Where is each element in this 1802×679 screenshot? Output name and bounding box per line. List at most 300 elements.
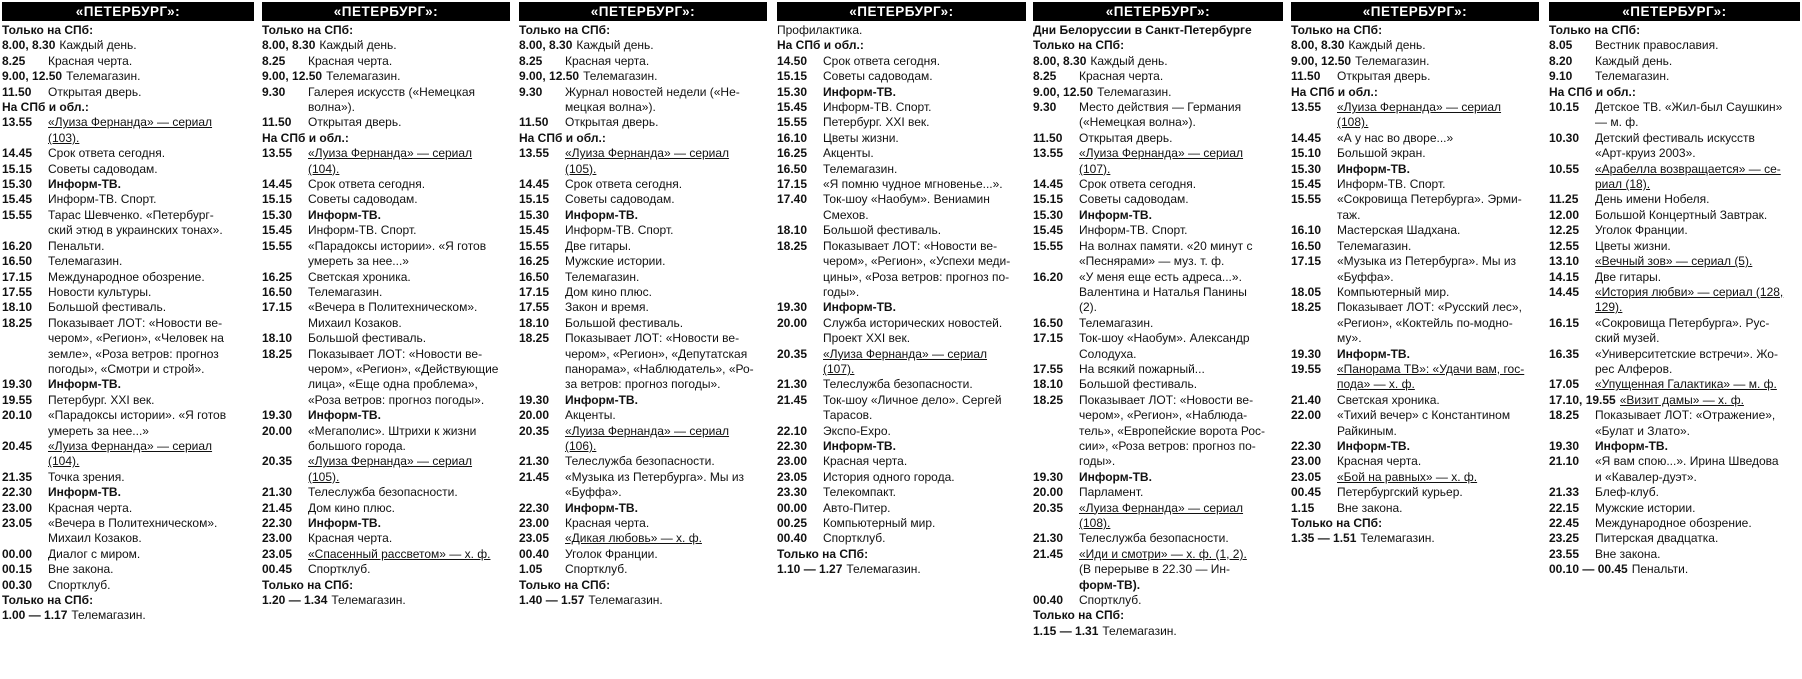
program-title: «Луиза Фернанда» — сериал xyxy=(1079,146,1244,161)
program-time: 14.45 xyxy=(1291,130,1322,145)
program-time: 23.05 xyxy=(2,516,33,530)
program-time xyxy=(2,347,48,362)
program-title: (108). xyxy=(1079,516,1111,530)
program-time xyxy=(262,100,308,115)
program-title: Информ-ТВ. Спорт. xyxy=(823,100,932,115)
program-row xyxy=(1291,408,1539,423)
program-time: 22.30 xyxy=(262,516,293,530)
program-time: 20.00 xyxy=(519,408,550,423)
program-row xyxy=(262,85,510,100)
program-row xyxy=(1291,146,1539,161)
program-row xyxy=(777,331,1026,346)
program-title: Красная черта. xyxy=(823,454,908,469)
program-time: 8.25 xyxy=(1033,69,1057,84)
program-title: Информ-ТВ. xyxy=(565,207,638,222)
program-title: Показывает ЛОТ: «Новости ве- xyxy=(48,315,223,330)
program-time: 21.35 xyxy=(2,469,33,484)
program-time: 8.25 xyxy=(2,53,26,68)
program-row xyxy=(519,285,767,300)
program-title: Международное обозрение. xyxy=(48,269,205,284)
program-row xyxy=(777,177,1026,192)
program-time: 20.10 xyxy=(2,408,33,423)
program-row xyxy=(2,531,254,546)
program-row xyxy=(1291,254,1539,269)
program-row xyxy=(1033,85,1283,100)
section-heading: На СПб и обл.: xyxy=(1549,84,1636,99)
program-time: 18.25 xyxy=(1549,408,1580,423)
program-title: «Арт-круиз 2003». xyxy=(1595,146,1696,161)
program-title: Телемагазин. xyxy=(308,284,383,299)
program-row xyxy=(1549,516,1800,531)
program-row xyxy=(1549,547,1800,562)
program-row xyxy=(1291,208,1539,223)
program-time: 16.50 xyxy=(777,161,808,176)
program-title: Тарас Шевченко. «Петербург- xyxy=(48,207,214,222)
program-row xyxy=(262,54,510,69)
program-title: Точка зрения. xyxy=(48,469,125,484)
program-title: Большой фестиваль. xyxy=(48,300,167,315)
program-row xyxy=(2,316,254,331)
program-title: Каждый день. xyxy=(59,38,137,53)
program-row xyxy=(262,162,510,177)
program-time: 23.25 xyxy=(1549,531,1580,546)
program-title: «Мегаполис». Штрихи к жизни xyxy=(308,423,477,438)
program-title: Телемагазин. xyxy=(331,593,406,608)
program-title: Информ-ТВ. xyxy=(823,438,896,453)
program-time: 23.05 xyxy=(519,531,550,546)
channel-header: «ПЕТЕРБУРГ»: xyxy=(1549,2,1800,21)
program-row xyxy=(1291,316,1539,331)
program-title: (104). xyxy=(308,161,340,176)
program-title: Две гитары. xyxy=(1595,269,1662,284)
program-time: 19.55 xyxy=(1291,361,1322,376)
program-row xyxy=(262,593,510,608)
program-row xyxy=(1549,208,1800,223)
program-time: 00.00 xyxy=(2,546,33,561)
program-title: «Луиза Фернанда» — сериал xyxy=(308,146,473,161)
program-row xyxy=(262,331,510,346)
program-row xyxy=(1033,100,1283,115)
program-time: 13.55 xyxy=(1033,146,1064,161)
program-title: Светская хроника. xyxy=(308,269,411,284)
program-title: Красная черта. xyxy=(565,53,650,68)
program-title: Телемагазин. xyxy=(326,69,401,84)
program-title: Блеф-клуб. xyxy=(1595,485,1660,500)
program-row xyxy=(1033,192,1283,207)
program-title: Информ-ТВ. xyxy=(565,392,638,407)
program-title: «Луиза Фернанда» — сериал xyxy=(1337,100,1502,115)
program-time: 23.30 xyxy=(777,485,808,500)
program-time: 00.25 xyxy=(777,516,808,530)
program-title: чером», «Регион», «Успехи меди- xyxy=(823,254,1011,269)
program-time: 23.00 xyxy=(262,531,293,546)
program-time: 11.50 xyxy=(2,84,32,99)
program-time: 23.00 xyxy=(777,454,808,469)
program-title: На всякий пожарный... xyxy=(1079,361,1205,376)
program-row xyxy=(1033,501,1283,516)
program-row xyxy=(777,347,1026,362)
program-title: Галерея искусств («Немецкая xyxy=(308,84,476,99)
program-row xyxy=(262,516,510,531)
program-time: 8.00, 8.30 xyxy=(2,38,56,53)
program-time: 17.05 xyxy=(1549,377,1580,392)
program-title: 129). xyxy=(1595,300,1623,315)
program-time xyxy=(1033,408,1079,423)
program-title: Срок ответа сегодня. xyxy=(48,146,166,161)
program-title: (В перерыве в 22.30 — Ин- xyxy=(1079,562,1231,577)
program-title: «Вечера в Политехническом». xyxy=(308,300,478,315)
program-row xyxy=(777,162,1026,177)
program-row xyxy=(1291,54,1539,69)
program-row xyxy=(1549,285,1800,300)
program-time: 23.55 xyxy=(1549,546,1580,561)
program-title: Открытая дверь. xyxy=(308,115,402,130)
program-time: 8.00, 8.30 xyxy=(1033,53,1087,68)
program-title: «Я вам спою...». Ирина Шведова xyxy=(1595,454,1779,469)
program-time: 14.15 xyxy=(1549,269,1580,284)
program-time: 16.20 xyxy=(2,238,33,253)
program-row xyxy=(777,470,1026,485)
program-row xyxy=(1033,578,1283,593)
program-title: погоды», «Смотри и строй». xyxy=(48,361,205,376)
program-title: Информ-ТВ. xyxy=(308,516,381,530)
note-line: Профилактика. xyxy=(777,23,863,37)
program-row xyxy=(2,608,254,623)
program-title: «А у нас во дворе...» xyxy=(1337,130,1454,145)
program-title: Информ-ТВ. Спорт. xyxy=(1079,223,1188,238)
program-time: 1.10 — 1.27 xyxy=(777,562,843,577)
program-row xyxy=(2,131,254,146)
program-time: 15.30 xyxy=(2,177,33,192)
program-row xyxy=(519,347,767,362)
program-title: Две гитары. xyxy=(565,238,632,253)
program-time: 9.00, 12.50 xyxy=(519,69,580,84)
program-row xyxy=(1291,192,1539,207)
program-time: 15.15 xyxy=(2,161,33,176)
program-title: Большой фестиваль. xyxy=(823,223,942,238)
program-title: Красная черта. xyxy=(308,531,393,546)
program-row xyxy=(1549,192,1800,207)
program-title: Телемагазин. xyxy=(823,161,898,176)
program-time: 16.50 xyxy=(1291,238,1322,253)
program-title: «Луиза Фернанда» — сериал xyxy=(48,438,213,453)
program-time: 17.55 xyxy=(1033,361,1064,376)
program-time: 13.10 xyxy=(1549,254,1580,269)
program-row xyxy=(1291,393,1539,408)
program-row xyxy=(1033,177,1283,192)
section-heading: Дни Белоруссии в Санкт-Петербурге xyxy=(1033,23,1252,37)
program-row xyxy=(2,38,254,53)
program-row xyxy=(2,578,254,593)
program-row xyxy=(1033,115,1283,130)
program-title: форм-ТВ). xyxy=(1079,577,1141,592)
program-title: Петербург. XXI век. xyxy=(823,115,930,130)
program-title: Показывает ЛОТ: «Новости ве- xyxy=(823,238,998,253)
program-row xyxy=(519,208,767,223)
program-time: 22.30 xyxy=(519,500,550,515)
program-title: Вне закона. xyxy=(1595,546,1661,561)
program-row xyxy=(2,362,254,377)
program-title: Дом кино плюс. xyxy=(308,500,395,515)
program-title: Ток-шоу «Наобум». Александр xyxy=(1079,331,1250,346)
program-time: 15.55 xyxy=(1033,238,1064,253)
program-title: Вестник православия. xyxy=(1595,38,1719,53)
program-row xyxy=(1033,270,1283,285)
program-row xyxy=(519,562,767,577)
program-row xyxy=(1549,531,1800,546)
program-time: 17.15 xyxy=(1033,331,1064,346)
program-title: Советы садоводам. xyxy=(1079,192,1189,207)
program-title: Открытая дверь. xyxy=(1079,130,1173,145)
program-title: Красная черта. xyxy=(308,53,393,68)
program-time: 20.45 xyxy=(2,438,33,453)
schedule-column xyxy=(1549,2,1800,578)
program-title: Информ-ТВ. xyxy=(1079,469,1152,484)
program-row xyxy=(1291,424,1539,439)
program-title: цины», «Роза ветров: прогноз по- xyxy=(823,269,1010,284)
program-time: 18.10 xyxy=(1033,377,1064,392)
program-row xyxy=(262,470,510,485)
program-time: 21.10 xyxy=(1549,454,1580,469)
program-title: Телемагазин. xyxy=(1337,238,1412,253)
program-title: Информ-ТВ. Спорт. xyxy=(565,223,674,238)
program-title: Красная черта. xyxy=(565,516,650,530)
program-row xyxy=(1549,300,1800,315)
program-row xyxy=(519,254,767,269)
program-title: Вне закона. xyxy=(48,562,114,577)
program-title: «Булат и Злато». xyxy=(1595,423,1691,438)
program-row xyxy=(1033,316,1283,331)
program-row xyxy=(519,223,767,238)
program-row xyxy=(777,69,1026,84)
program-row xyxy=(2,485,254,500)
program-row xyxy=(519,593,767,608)
program-row xyxy=(1291,38,1539,53)
program-title: Телеслужба безопасности. xyxy=(1079,531,1229,546)
program-title: Цветы жизни. xyxy=(823,130,899,145)
program-row xyxy=(519,69,767,84)
program-row xyxy=(2,408,254,423)
program-row xyxy=(262,362,510,377)
channel-header: «ПЕТЕРБУРГ»: xyxy=(1033,2,1283,21)
program-row xyxy=(777,146,1026,161)
program-time: 22.30 xyxy=(2,485,33,500)
program-title: Экспо-Expo. xyxy=(823,423,891,438)
program-row xyxy=(777,439,1026,454)
program-row xyxy=(777,562,1026,577)
program-row xyxy=(1291,454,1539,469)
program-title: Большой фестиваль. xyxy=(565,315,684,330)
program-row xyxy=(1549,254,1800,269)
program-row xyxy=(777,285,1026,300)
section-heading: Только на СПб: xyxy=(1033,38,1125,53)
program-title: Ток-шоу «Личное дело». Сергей xyxy=(823,392,1002,407)
program-time: 14.45 xyxy=(1549,284,1580,299)
program-title: Срок ответа сегодня. xyxy=(565,177,683,192)
program-title: (106). xyxy=(565,438,597,453)
program-row xyxy=(262,270,510,285)
program-time: 15.30 xyxy=(777,84,808,99)
program-time: 18.10 xyxy=(262,331,293,346)
program-title: (107). xyxy=(823,361,855,376)
program-row xyxy=(262,424,510,439)
program-title: Срок ответа сегодня. xyxy=(823,53,941,68)
program-time: 20.35 xyxy=(777,346,808,361)
program-row xyxy=(1033,531,1283,546)
program-title: Уголок Франции. xyxy=(565,546,658,561)
program-time: 8.25 xyxy=(262,53,286,68)
program-time: 20.00 xyxy=(777,315,808,330)
program-time xyxy=(1033,562,1079,577)
program-time: 15.15 xyxy=(777,69,808,84)
program-title: Телемагазин. xyxy=(846,562,921,577)
program-row xyxy=(2,223,254,238)
section-heading: Только на СПб: xyxy=(1291,516,1383,530)
program-time: 17.15 xyxy=(2,269,33,284)
program-time: 15.45 xyxy=(262,223,293,238)
program-time xyxy=(1549,331,1595,346)
program-title: Красная черта. xyxy=(48,53,133,68)
program-time xyxy=(1291,424,1337,439)
program-time xyxy=(777,208,823,223)
program-time xyxy=(1549,300,1595,315)
program-title: Тарасов. xyxy=(823,408,873,423)
program-row xyxy=(1549,177,1800,192)
program-title: Компьютерный мир. xyxy=(1337,284,1450,299)
program-time: 15.55 xyxy=(1291,192,1322,207)
program-title: История одного города. xyxy=(823,469,955,484)
program-title: Парламент. xyxy=(1079,485,1144,500)
program-title: Диалог с миром. xyxy=(48,546,141,561)
section-heading: Только на СПб: xyxy=(519,577,611,592)
section-heading: Только на СПб: xyxy=(519,23,611,37)
program-title: Открытая дверь. xyxy=(48,84,142,99)
program-time: 9.10 xyxy=(1549,69,1573,84)
program-time xyxy=(1033,254,1079,269)
program-time: 16.10 xyxy=(1291,223,1322,238)
program-time xyxy=(519,377,565,392)
program-time: 18.25 xyxy=(262,346,293,361)
program-time: 15.55 xyxy=(777,115,808,130)
schedule-column xyxy=(777,2,1026,578)
program-row xyxy=(1033,424,1283,439)
program-time: 16.50 xyxy=(519,269,550,284)
program-row xyxy=(1549,408,1800,423)
program-title: за ветров: прогноз погоды». xyxy=(565,377,721,392)
program-title: День имени Нобеля. xyxy=(1595,192,1710,207)
program-time: 22.00 xyxy=(1291,408,1322,423)
section-heading: Только на СПб: xyxy=(1549,23,1641,37)
program-time xyxy=(1033,516,1079,531)
program-time: 15.55 xyxy=(519,238,550,253)
program-row xyxy=(262,69,510,84)
program-time: 21.45 xyxy=(519,469,550,484)
program-row xyxy=(2,146,254,161)
program-row xyxy=(519,362,767,377)
program-row xyxy=(777,131,1026,146)
program-row xyxy=(2,69,254,84)
program-time: 16.35 xyxy=(1549,346,1580,361)
program-title: «Луиза Фернанда» — сериал xyxy=(1079,500,1244,515)
program-row xyxy=(2,454,254,469)
program-time: 22.30 xyxy=(1291,438,1322,453)
program-time: 16.10 xyxy=(777,130,808,145)
program-time: 14.45 xyxy=(262,177,293,192)
program-time: 18.10 xyxy=(777,223,808,238)
program-time: 19.55 xyxy=(2,392,33,407)
program-time: 15.45 xyxy=(1291,177,1322,192)
program-title: Детский фестиваль искусств xyxy=(1595,130,1755,145)
program-title: панорама», «Наблюдатель», «Ро- xyxy=(565,361,754,376)
program-time: 18.10 xyxy=(2,300,33,315)
program-time: 18.25 xyxy=(519,331,550,346)
program-title: Михаил Козаков. xyxy=(308,315,402,330)
program-row xyxy=(519,162,767,177)
program-time: 21.30 xyxy=(777,377,808,392)
program-row xyxy=(519,239,767,254)
program-row xyxy=(1033,254,1283,269)
program-title: му». xyxy=(1337,331,1362,346)
program-time: 10.55 xyxy=(1549,161,1580,176)
program-title: Телекомпакт. xyxy=(823,485,896,500)
program-title: Место действия — Германия xyxy=(1079,100,1242,115)
program-time: 00.40 xyxy=(519,546,550,561)
program-row xyxy=(777,223,1026,238)
program-row xyxy=(519,300,767,315)
program-title: «Панорама ТВ»: «Удачи вам, гос- xyxy=(1337,361,1525,376)
program-title: Телемагазин. xyxy=(66,69,141,84)
program-row xyxy=(1549,454,1800,469)
program-title: (2). xyxy=(1079,300,1097,315)
program-time: 13.55 xyxy=(262,146,293,161)
program-time: 20.00 xyxy=(262,423,293,438)
program-title: Акценты. xyxy=(565,408,616,423)
program-row xyxy=(262,223,510,238)
program-row xyxy=(1033,162,1283,177)
program-time: 18.25 xyxy=(2,315,33,330)
program-time: 15.45 xyxy=(519,223,550,238)
program-row xyxy=(1033,439,1283,454)
program-row xyxy=(262,547,510,562)
program-title: Спортклуб. xyxy=(565,562,628,577)
program-row xyxy=(1549,316,1800,331)
program-title: Информ-ТВ. xyxy=(823,84,896,99)
program-title: Информ-ТВ. xyxy=(48,485,121,500)
program-row xyxy=(777,454,1026,469)
section-heading: На СПб и обл.: xyxy=(777,38,864,53)
program-time: 1.15 xyxy=(1291,500,1315,515)
program-row xyxy=(519,547,767,562)
program-title: «Арабелла возвращается» — се- xyxy=(1595,161,1781,176)
program-time: 1.00 — 1.17 xyxy=(2,608,68,623)
program-row xyxy=(2,115,254,130)
program-title: Информ-ТВ. xyxy=(1595,438,1668,453)
channel-header: «ПЕТЕРБУРГ»: xyxy=(777,2,1026,21)
program-time: 8.00, 8.30 xyxy=(262,38,316,53)
program-time: 19.30 xyxy=(1291,346,1322,361)
program-title: Информ-ТВ. xyxy=(565,500,638,515)
program-title: «Тихий вечер» с Константином xyxy=(1337,408,1511,423)
program-time xyxy=(2,331,48,346)
program-time: 1.05 xyxy=(519,562,543,577)
program-time xyxy=(1033,424,1079,439)
program-row xyxy=(519,177,767,192)
program-row xyxy=(1291,331,1539,346)
program-row xyxy=(262,208,510,223)
program-title: Телемагазин. xyxy=(565,269,640,284)
program-time: 23.05 xyxy=(262,546,293,561)
program-time: 9.00, 12.50 xyxy=(1291,53,1352,68)
